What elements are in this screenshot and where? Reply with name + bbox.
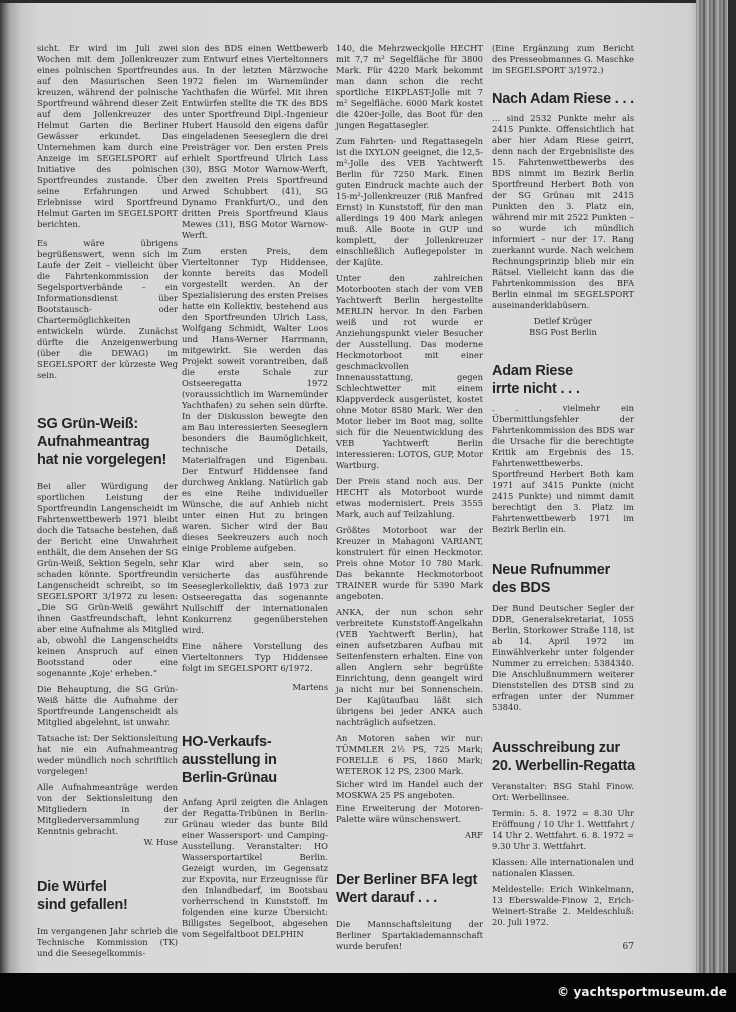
paragraph: An Motoren sahen wir nur: TÜMMLER 2½ PS, 725 Mark; FORELLE 6 PS, 1860 Mark; WETEROK 12 PS, 2300 Mark. — [336, 733, 483, 776]
paragraph: … sind 2532 Punkte mehr als 2415 Punkte. Offensichtlich hat aber hier Adam Riese geirrt, denn nach der Ergebnisliste des 15. Fahrtenwettbewerbs des BDS nimmt im Bezirk Berlin Sportfreund Herbert Both von der SG Grünau mit 2415 Punkten den 3. Platz ein, während mir mit 2522 Punkten – so wurde ich mündlich informiert – nur der 17. Rang zuerkannt wurde. Nach welchem Rechnungsprinzip blieb mir ein Rätsel. Vielleicht kann das die Fahrtenkommission des BFA Berlin einmal im SEGELSPORT auseinanderklabüsern. — [492, 113, 634, 310]
page-number: 67 — [622, 942, 634, 952]
headline-line: hat nie vorgelegen! — [37, 452, 167, 468]
paragraph: Tatsache ist: Der Sektionsleitung hat nie ein Aufnahmeantrag weder mündlich noch schriftlich vorgelegen! — [37, 733, 178, 776]
author-affiliation: BSG Post Berlin — [529, 327, 597, 337]
headline-sg-gruen-weiss — [37, 415, 178, 469]
paragraph: Es wäre übrigens begrüßenswert, wenn sich im Laufe der Zeit – vielleicht über die Fahrtenkommission der Segelsportverbände – ein Informationsdienst über Bootstausch- oder Chartermöglichkeiten entwickeln würde. Zunächst dürfte die Anzeigenwerbung (über die DEWAG) im SEGELSPORT der kürzeste Weg sein. — [37, 238, 178, 380]
author-signature: Martens — [292, 682, 328, 692]
column-3 — [336, 43, 483, 957]
paragraph: Der Bund Deutscher Segler der DDR, Generalsekretariat, 1055 Berlin, Storkower Straße 118, ist ab 14. April 1972 im Einwählverkehr unter folgender Nummer zu erreichen: 5384340. Die Anschlußnummern weiterer Dienststellen des DTSB sind zu erfragen unter der Nummer 53840. — [492, 603, 634, 712]
article-neue-rufnummer — [492, 603, 634, 713]
headline-line: ausstellung in — [182, 752, 277, 768]
paragraph: Bei aller Würdigung der sportlichen Leistung der Sportfreundin Langenscheidt im Fahrtenwettbewerb 1971 bleibt doch die Tatsache bestehen, daß der Bericht eine Unwahrheit enthält, die dem Ansehen der SG Grün-Weiß, Sektion Segeln, sehr schaden könnte. Sportfreundin Langenscheidt schreibt, so im SEGELSPORT 3/1972 zu lesen: „Die SG Grün-Weiß gewährt ihnen Gastfreundschaft, lehnt aber eine Aufnahme als Mitglied ab, obwohl die Langenscheidts keinen Anspruch auf einen Bootsstand oder eine sogenannte ‚Koje' erheben.“ — [37, 481, 178, 678]
paragraph: Alle Aufnahmeanträge werden von der Sektionsleitung den Mitgliedern in der Mitgliederversammlung zur Kenntnis gebracht. — [37, 782, 178, 836]
headline-neue-rufnummer — [492, 561, 634, 597]
paragraph: Meldestelle: Erich Winkelmann, 13 Eberswalde-Finow 2, Erich-Weinert-Straße 2. Meldeschluß: 20. Juli 1972. — [492, 884, 634, 927]
headline-werbellin-regatta — [492, 739, 634, 775]
copyright-watermark: © yachtsportmuseum.de — [557, 985, 727, 999]
paragraph: . . . vielmehr ein Übermittlungsfehler der Fahrtenkommission des BDS war die Ursache für die berechtigte Kritik am Ergebnis des 15. Fahrtenwettbewerbs. Sportfreund Herbert Both kam 1971 auf 3415 Punkte (nicht 2415 Punkte) und nimmt damit berechtigt den 3. Platz im Fahrtenwettbewerb 1971 im Bezirk Berlin ein. — [492, 403, 634, 534]
paragraph: Klar wird aber sein, so versicherte das ausführende Seeseglerkollektiv, daß 1973 zur Ostseeregatta das sogenannte Nullschiff der internationalen Konkurrenz gegenüberstehen wird. — [182, 559, 328, 635]
paragraph: Unter den zahlreichen Motorbooten stach der vom VEB Yachtwerft Berlin hergestellte MERLIN hervor. In den Farben weiß und rot wurde er Anziehungspunkt vieler Besucher der Ausstellung. Das moderne Heckmotorboot mit einer geschmackvollen Innenausstattung, gegen Schlechtwetter mit einem Klappverdeck ausgerüstet, kostet ohne Motor 8580 Mark. Wer den Motor lieber im Boot mag, sollte sich für die Neuentwicklung des VEB Yachtwerft Berlin interessieren: LOTOS, GUP, Motor Wartburg. — [336, 273, 483, 470]
column-1 — [37, 43, 178, 964]
headline-adam-riese-irrte-nicht — [492, 362, 634, 398]
column-4 — [492, 43, 634, 953]
paragraph: Termin: 5. 8. 1972 = 8.30 Uhr Eröffnung / 10 Uhr 1. Wettfahrt / 14 Uhr 2. Wettfahrt. 6. 8. 1972 = 9.30 Uhr 3. Wettfahrt. — [492, 808, 634, 851]
article-die-wuerfel — [37, 926, 178, 959]
author-signature: W. Huse — [143, 837, 178, 847]
headline-line: Ausschreibung zur — [492, 740, 620, 756]
paragraph: Anfang April zeigten die Anlagen der Regatta-Tribünen in Berlin-Grünau wieder das bunte Bild einer Wassersport- und Camping-Ausstellung. Veranstalter: HO Wassersportartikel Berlin. Gezeigt wurden, im Gegensatz zur Expovita, nur Erzeugnisse für den Inlandbedarf, im Bootsbau vorherrschend in Kunststoff. Im folgenden eine kurze Übersicht: Billigstes Segelboot, abgesehen vom Segelfaltboot DELPHIN — [182, 797, 328, 939]
editorial-note — [492, 43, 634, 76]
headline-line: Neue Rufnummer — [492, 562, 611, 578]
article-ho-verkaufsausstellung-continued — [336, 43, 483, 841]
paragraph: ANKA, der nun schon sehr verbreitete Kunststoff-Angelkahn (VEB Yachtwerft Berlin), hat einen aufsetzbaren Aufbau mit Seitenfenstern erhalten. Eine von allen Anglern sehr begrüßte Einrichtung, denn geangelt wird ja nicht nur bei Sonnenschein. Der Kajütaufbau läßt sich übrigens bei jeder ANKA auch nachträglich aufsetzen. — [336, 607, 483, 727]
headline-line: Aufnahmeantrag — [37, 434, 150, 450]
paragraph: Zum ersten Preis, dem Vierteltonner Typ Hiddensee, konnte bereits das Modell vorgestellt werden. An der Spezialisierung des ersten Preises hatte ein Kollektiv, bestehend aus den Sportfreunden Ulrich Lass, Wolfgang Schmidt, Walter Loos und Hans-Werner Harrmann, mitgewirkt. Sie werden das Projekt soweit vorantreiben, daß die erste Schale zur Ostseeregatta 1972 (voraussichtlich im Warnemünder Yachthafen) zu sehen sein dürfte. In der Diskussion bewegte den am Bau interessierten Seeseglern besonders die Baumöglichkeit, technische Details, Materialfragen und Eigenbau. Der Entwurf Hiddensee fand durchweg Anklang. Natürlich gab es eine Reihe individueller Wünsche, die auf Anhieb nicht unter einen Hut zu bringen waren. Sicher wird der Bau dieses Seekreuzers auch noch einige Probleme aufgeben. — [182, 246, 328, 553]
paragraph: 140, die Mehrzweckjolle HECHT mit 7,7 m² Segelfläche für 3800 Mark. Für 4220 Mark bekommt man dann schon die recht sportliche EIKPLAST-Jolle mit 7 m² Segelfläche. 6000 Mark kostet die 420er-Jolle, das Boot für den jungen Regattasegler. — [336, 43, 483, 130]
headline-line: SG Grün-Weiß: — [37, 416, 139, 432]
article-berliner-bfa — [336, 919, 483, 952]
article-continuation-col1 — [37, 43, 178, 381]
headline-ho-verkaufsausstellung — [182, 733, 328, 787]
article-sg-gruen-weiss — [37, 481, 178, 848]
headline-line: des BDS — [492, 580, 551, 596]
article-ho-verkaufsausstellung — [182, 797, 328, 940]
paragraph: sion des BDS einen Wettbewerb zum Entwurf eines Vierteltonners aus. In der letzten Märzwoche 1972 fielen im Warnemünder Yachthafen die Würfel. Mit ihren Entwürfen stellte die TK des BDS unter Sportfreund Dipl.-Ingenieur Hubert Hausold den eigens dafür eingeladenen Seeseglern die drei Preisträger vor. Den ersten Preis erhielt Sportfreund Ulrich Lass (30), BSG Motor Warnow-Werft, den zweiten Preis Sportfreund Arwed Schubbert (41), SG Dynamo Frankfurt/O., und den dritten Preis Sportfreund Klaus Mewes (31), BSG Motor Warnow-Werft. — [182, 43, 328, 240]
headline-line: Die Würfel — [37, 879, 107, 895]
paragraph: Eine nähere Vorstellung des Vierteltonners Typ Hiddensee folgt im SEGELSPORT 6/1972. — [182, 641, 328, 673]
headline-line: irrte nicht . . . — [492, 381, 580, 397]
paragraph: Im vergangenen Jahr schrieb die Technische Kommission (TK) und die Seesegelkommis- — [37, 926, 178, 958]
paragraph: Größtes Motorboot war der Kreuzer in Mahagoni VARIANT, konstruiert für einen Heckmotor. Preis ohne Motor 10 780 Mark. Das bekannte Heckmotorboot TRAINER wurde für 5390 Mark angeboten. — [336, 525, 483, 601]
column-2 — [182, 43, 328, 945]
paragraph: Sicher wird im Handel auch der MOSKWA 25 PS angeboten. — [336, 779, 483, 800]
headline-line: Berlin-Grünau — [182, 770, 277, 786]
book-page-edges — [696, 0, 736, 975]
headline-die-wuerfel — [37, 878, 178, 914]
paragraph: Zum Fahrten- und Regattasegeln ist die IXYLON geeignet, die 12,5-m²-Jolle des VEB Yachtwerft Berlin für 7250 Mark. Einen guten Eindruck machte auch der 15-m²-Jollenkreuzer (Riß Manfred Ernst) in Kunststoff, für den man allerdings 19 400 Mark anlegen muß. Alle Boote in GUP und komplett, der Jollenkreuzer einschließlich Auflegepolster in der Kajüte. — [336, 136, 483, 267]
paragraph: Die Behauptung, die SG Grün-Weiß hätte die Aufnahme der Sportfreunde Langenscheidt als Mitglied abgelehnt, ist unwahr. — [37, 684, 178, 727]
headline-line: sind gefallen! — [37, 897, 128, 913]
article-die-wuerfel-continued — [182, 43, 328, 693]
paragraph: Der Preis stand noch aus. Der HECHT als Motorboot wurde etwas modernisiert. Preis 3555 Mark, auch auf Teilzahlung. — [336, 476, 483, 519]
headline-nach-adam-riese — [492, 90, 634, 108]
paragraph: Die Mannschaftsleitung der Berliner Spartakiademannschaft wurde berufen! — [336, 919, 483, 951]
headline-line: Der Berliner BFA legt — [336, 872, 478, 888]
headline-line: Wert darauf . . . — [336, 890, 438, 906]
headline-berliner-bfa — [336, 871, 483, 907]
paragraph: (Eine Ergänzung zum Bericht des Presseobmannes G. Maschke im SEGELSPORT 3/1972.) — [492, 43, 634, 75]
author-signature: ARF — [464, 830, 483, 840]
paragraph: sicht. Er wird im Juli zwei Wochen mit dem Jollenkreuzer eines polnischen Sportfreundes auf den Masurischen Seen kreuzen, während der polnische Sportfreund während dieser Zeit auf dem Jollenkreuzer des Helmut Garten die Berliner Gewässer erkundet. Das Unternehmen kam durch eine Anzeige im SEGELSPORT auf Initiative des polnischen Sportfreundes zustande. Über seine Erfahrungen und Erlebnisse wird Sportfreund Helmut Garten im SEGELSPORT berichten. — [37, 43, 178, 229]
paragraph: Veranstalter: BSG Stahl Finow. Ort: Werbellinsee. — [492, 781, 634, 802]
headline-line: HO-Verkaufs- — [182, 734, 272, 750]
paragraph: Eine Erweiterung der Motoren-Palette wäre wünschenswert. — [336, 803, 483, 824]
article-werbellin-regatta — [492, 781, 634, 928]
headline-line: Nach Adam Riese . . . — [492, 91, 634, 107]
article-nach-adam-riese — [492, 113, 634, 338]
paragraph: Klassen: Alle internationalen und nationalen Klassen. — [492, 857, 634, 878]
article-adam-riese-irrte-nicht — [492, 403, 634, 535]
author-signature: Detlef Krüger — [533, 316, 593, 326]
headline-line: 20. Werbellin-Regatta — [492, 758, 635, 774]
headline-line: Adam Riese — [492, 363, 574, 379]
